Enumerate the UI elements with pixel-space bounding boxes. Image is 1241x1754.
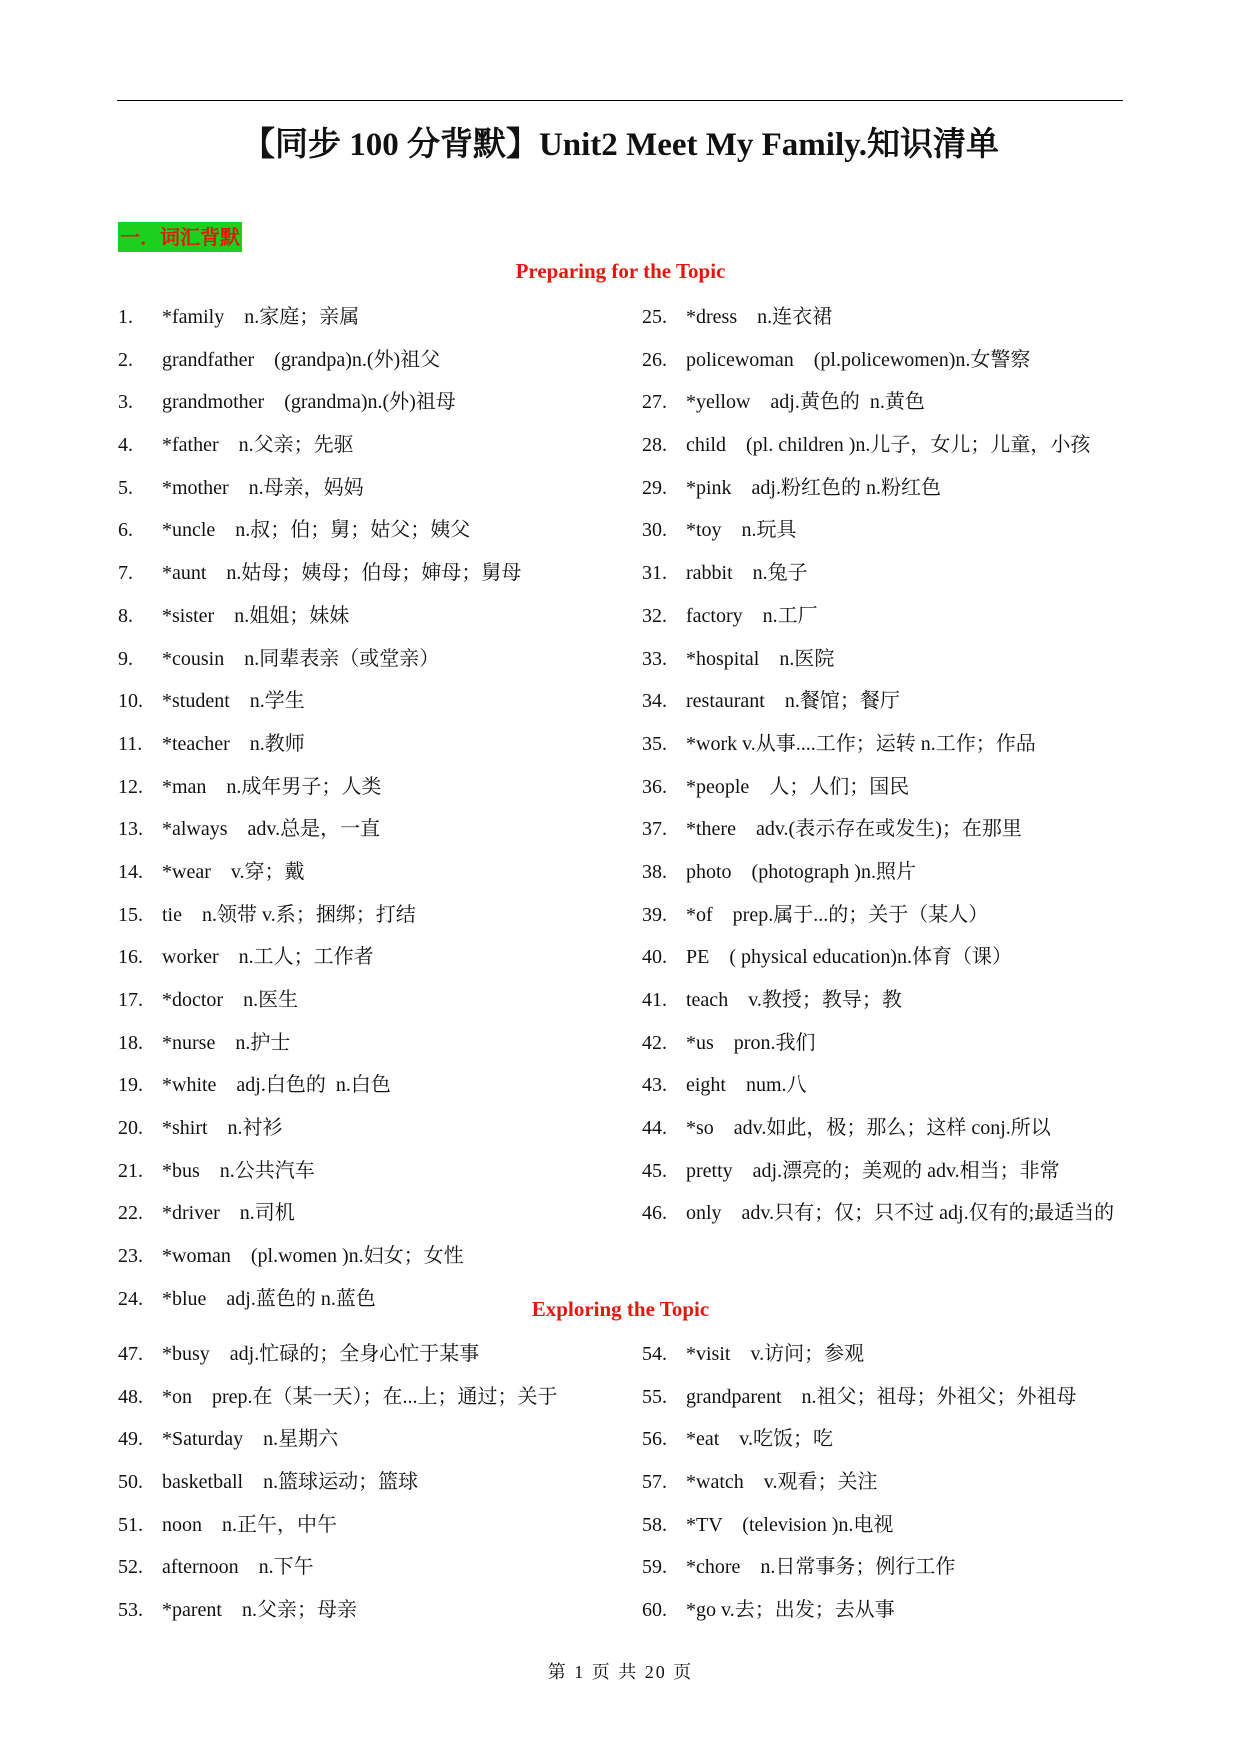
vocab-item (118, 1064, 628, 1107)
vocab-item-text: *nurse n.护士 (162, 1031, 291, 1054)
vocab-item (118, 381, 628, 424)
vocab-item-text: *father n.父亲；先驱 (162, 434, 354, 457)
vocab-item (118, 766, 628, 809)
vocab-item-number: 7. (118, 562, 133, 585)
vocab-item-number: 47. (118, 1343, 143, 1365)
vocab-item-number: 51. (118, 1513, 143, 1536)
vocab-item (642, 1022, 1152, 1065)
vocab-item-text: grandmother (grandma)n.(外)祖母 (162, 391, 456, 414)
vocab-item-text: *woman (pl.women )n.妇女；女性 (162, 1245, 464, 1268)
vocab-item-text: *chore n.日常事务；例行工作 (686, 1556, 956, 1579)
vocab-item-text: grandfather (grandpa)n.(外)祖父 (162, 348, 441, 371)
vocab-item-text: *there adv.(表示存在或发生)；在那里 (686, 818, 1022, 841)
vocab-item-number: 56. (642, 1428, 667, 1451)
vocab-item (118, 1418, 628, 1461)
vocab-item-text: *so adv.如此，极；那么；这样 conj.所以 (686, 1117, 1051, 1140)
vocab-item-number: 25. (642, 306, 667, 328)
vocab-item (642, 1546, 1152, 1589)
page-title: 【同步 100 分背默】Unit2 Meet My Family.知识清单 (241, 127, 1000, 163)
vocab-item-text: *uncle n.叔；伯；舅；姑父；姨父 (162, 519, 471, 542)
vocab-item-number: 53. (118, 1599, 143, 1622)
vocab-item (642, 1107, 1152, 1150)
vocab-item (642, 1333, 1152, 1376)
vocab-column-right-2 (642, 1333, 1152, 1632)
vocab-item-number: 15. (118, 903, 143, 926)
vocab-item-number: 49. (118, 1428, 143, 1451)
vocab-item-text: afternoon n.下午 (162, 1556, 314, 1579)
vocab-item (642, 766, 1152, 809)
vocab-item-text: *toy n.玩具 (686, 519, 797, 542)
vocab-item-number: 10. (118, 690, 143, 713)
vocab-item-text: only adv.只有；仅；只不过 adj.仅有的;最适当的 (686, 1202, 1115, 1225)
vocab-item (642, 552, 1152, 595)
vocab-item-number: 31. (642, 562, 667, 585)
vocab-item-text: *pink adj.粉红色的 n.粉红色 (686, 476, 941, 499)
vocab-item (642, 851, 1152, 894)
vocab-item-number: 1. (118, 306, 133, 328)
vocab-item (118, 1589, 628, 1632)
vocab-item-number: 40. (642, 946, 667, 969)
vocab-item-text: *watch v.观看；关注 (686, 1471, 878, 1494)
vocab-item (118, 1333, 628, 1376)
vocab-item (118, 638, 628, 681)
vocab-item-text: *go v.去；出发；去从事 (686, 1599, 895, 1622)
vocab-item-text: *TV (television )n.电视 (686, 1513, 894, 1536)
vocab-item (642, 1192, 1152, 1235)
vocab-item-text: *parent n.父亲；母亲 (162, 1599, 357, 1622)
vocab-item (642, 1418, 1152, 1461)
vocab-item (118, 1107, 628, 1150)
vocab-item-number: 30. (642, 519, 667, 542)
vocab-item (642, 595, 1152, 638)
vocab-item-text: *doctor n.医生 (162, 989, 299, 1011)
vocab-item (118, 467, 628, 510)
vocab-item-number: 29. (642, 476, 667, 499)
vocab-item (118, 1461, 628, 1504)
vocab-item-number: 45. (642, 1159, 667, 1182)
vocab-item (642, 339, 1152, 382)
header-rule (117, 100, 1123, 101)
vocab-item (642, 680, 1152, 723)
vocab-item-number: 8. (118, 604, 133, 627)
vocab-item (642, 808, 1152, 851)
vocab-item-number: 33. (642, 647, 667, 670)
vocab-item-text: eight num.八 (686, 1074, 807, 1097)
vocab-item (642, 509, 1152, 552)
vocab-item-text: *visit v.访问；参观 (686, 1343, 865, 1365)
vocab-item-number: 16. (118, 946, 143, 969)
vocab-item-number: 9. (118, 647, 133, 670)
vocab-item (118, 1150, 628, 1193)
vocab-item-number: 22. (118, 1202, 143, 1225)
vocab-item (118, 979, 628, 1022)
vocab-item-text: rabbit n.兔子 (686, 562, 808, 585)
vocab-item-text: *cousin n.同辈表亲（或堂亲） (162, 647, 440, 670)
vocab-item-number: 54. (642, 1343, 667, 1365)
vocab-item-number: 60. (642, 1599, 667, 1622)
vocab-item-number: 35. (642, 732, 667, 755)
vocab-item-number: 36. (642, 775, 667, 798)
vocab-item-text: basketball n.篮球运动；篮球 (162, 1471, 419, 1494)
vocab-item (118, 1235, 628, 1278)
vocab-item (642, 1461, 1152, 1504)
vocab-item-number: 34. (642, 690, 667, 713)
vocab-item (118, 1192, 628, 1235)
vocab-item-text: worker n.工人；工作者 (162, 946, 374, 969)
vocab-item-number: 19. (118, 1074, 143, 1097)
vocab-item (642, 296, 1152, 339)
vocab-item (118, 339, 628, 382)
vocab-item-text: grandparent n.祖父；祖母；外祖父；外祖母 (686, 1385, 1077, 1408)
vocab-item (642, 1150, 1152, 1193)
vocab-item-number: 46. (642, 1202, 667, 1225)
vocab-item-number: 37. (642, 818, 667, 841)
vocab-item-number: 13. (118, 818, 143, 841)
vocab-item-number: 17. (118, 989, 143, 1011)
vocab-item (642, 936, 1152, 979)
vocab-item (642, 1376, 1152, 1419)
vocab-item-number: 41. (642, 989, 667, 1011)
vocab-item-number: 14. (118, 860, 143, 883)
vocab-item-number: 6. (118, 519, 133, 542)
vocab-item-text: *us pron.我们 (686, 1031, 816, 1054)
vocab-item (118, 936, 628, 979)
section-label: 一．词汇背默 (118, 222, 242, 252)
vocab-item-text: pretty adj.漂亮的；美观的 adv.相当；非常 (686, 1159, 1060, 1182)
vocab-item-text: *hospital n.医院 (686, 647, 835, 670)
vocab-item-number: 24. (118, 1287, 143, 1310)
vocab-item-text: *work v.从事....工作；运转 n.工作；作品 (686, 732, 1036, 755)
vocab-item-number: 21. (118, 1159, 143, 1182)
vocab-item (642, 1504, 1152, 1547)
vocab-item-number: 55. (642, 1385, 667, 1408)
vocab-item-text: *dress n.连衣裙 (686, 306, 833, 328)
vocab-item-number: 32. (642, 604, 667, 627)
vocab-item-number: 20. (118, 1117, 143, 1140)
vocab-item-number: 48. (118, 1385, 143, 1408)
vocab-item (118, 424, 628, 467)
vocab-item-number: 42. (642, 1031, 667, 1054)
subheading-exploring: Exploring the Topic (531, 1297, 710, 1321)
vocab-item (642, 979, 1152, 1022)
vocab-item-text: policewoman (pl.policewomen)n.女警察 (686, 348, 1031, 371)
vocab-item (642, 467, 1152, 510)
vocab-item-text: restaurant n.餐馆；餐厅 (686, 690, 900, 713)
vocab-item (118, 552, 628, 595)
vocab-item (642, 723, 1152, 766)
vocab-item-number: 38. (642, 860, 667, 883)
vocab-item-text: *eat v.吃饭；吃 (686, 1428, 834, 1451)
vocab-item-number: 43. (642, 1074, 667, 1097)
vocab-item-text: *family n.家庭；亲属 (162, 306, 360, 328)
vocab-item (118, 509, 628, 552)
vocab-column-left-2 (118, 1333, 628, 1632)
vocab-item-text: *yellow adj.黄色的 n.黄色 (686, 391, 925, 414)
vocab-item-number: 12. (118, 775, 143, 798)
vocab-item-text: *always adv.总是，一直 (162, 818, 381, 841)
vocab-item-number: 2. (118, 348, 133, 371)
vocab-item-text: *on prep.在（某一天）；在...上；通过；关于 (162, 1385, 558, 1408)
vocab-item-number: 23. (118, 1245, 143, 1268)
vocab-item-number: 52. (118, 1556, 143, 1579)
vocab-item-text: *wear v.穿；戴 (162, 860, 305, 883)
vocab-item-number: 5. (118, 476, 133, 499)
vocab-item (118, 595, 628, 638)
vocab-item (642, 1589, 1152, 1632)
vocab-item (642, 424, 1152, 467)
vocab-item (118, 723, 628, 766)
vocab-column-left-1 (118, 296, 628, 1321)
vocab-column-right-1 (642, 296, 1152, 1235)
vocab-item-number: 28. (642, 434, 667, 457)
vocab-item (118, 1022, 628, 1065)
vocab-item-text: *busy adj.忙碌的；全身心忙于某事 (162, 1343, 480, 1365)
vocab-item-text: *white adj.白色的 n.白色 (162, 1074, 391, 1097)
vocab-item (118, 1376, 628, 1419)
vocab-item-text: *Saturday n.星期六 (162, 1428, 339, 1451)
vocab-item-number: 58. (642, 1513, 667, 1536)
vocab-item-number: 44. (642, 1117, 667, 1140)
vocab-item-text: teach v.教授；教导；教 (686, 989, 902, 1011)
vocab-item-text: *student n.学生 (162, 690, 305, 713)
vocab-item-text: child (pl. children )n.儿子，女儿；儿童，小孩 (686, 434, 1091, 457)
vocab-item (118, 894, 628, 937)
vocab-item-number: 27. (642, 391, 667, 414)
vocab-item-text: *blue adj.蓝色的 n.蓝色 (162, 1287, 376, 1310)
page-footer: 第 1 页 共 20 页 (547, 1662, 694, 1682)
vocab-item-text: *shirt n.衬衫 (162, 1117, 283, 1140)
vocab-item-text: *mother n.母亲，妈妈 (162, 476, 364, 499)
vocab-item (118, 296, 628, 339)
vocab-item-text: tie n.领带 v.系；捆绑；打结 (162, 903, 416, 926)
vocab-item-text: factory n.工厂 (686, 604, 818, 627)
vocab-item-text: *aunt n.姑母；姨母；伯母；婶母；舅母 (162, 562, 522, 585)
vocab-item (642, 1064, 1152, 1107)
vocab-item (642, 638, 1152, 681)
subheading-preparing: Preparing for the Topic (515, 259, 726, 283)
vocab-item-text: *teacher n.教师 (162, 732, 305, 755)
vocab-item-text: *bus n.公共汽车 (162, 1159, 315, 1182)
vocab-item-number: 11. (118, 732, 143, 755)
vocab-item-text: *people 人；人们；国民 (686, 775, 910, 798)
vocab-item-text: *driver n.司机 (162, 1202, 295, 1225)
vocab-item-text: *sister n.姐姐；妹妹 (162, 604, 350, 627)
vocab-item-number: 59. (642, 1556, 667, 1579)
vocab-item-number: 3. (118, 391, 133, 414)
vocab-item-text: noon n.正午，中午 (162, 1513, 337, 1536)
vocab-item (118, 1504, 628, 1547)
vocab-item-number: 18. (118, 1031, 143, 1054)
vocab-item-number: 57. (642, 1471, 667, 1494)
vocab-item (642, 894, 1152, 937)
vocab-item (118, 808, 628, 851)
vocab-item-text: *of prep.属于...的；关于（某人） (686, 903, 989, 926)
vocab-item-number: 26. (642, 348, 667, 371)
vocab-item (118, 680, 628, 723)
vocab-item-text: photo (photograph )n.照片 (686, 860, 916, 883)
vocab-item (118, 1546, 628, 1589)
vocab-item-number: 50. (118, 1471, 143, 1494)
vocab-item-text: PE ( physical education)n.体育（课） (686, 946, 1013, 969)
vocab-item-number: 4. (118, 434, 133, 457)
vocab-item (642, 381, 1152, 424)
vocab-item (118, 851, 628, 894)
vocab-item-number: 39. (642, 903, 667, 926)
vocab-item-text: *man n.成年男子；人类 (162, 775, 382, 798)
